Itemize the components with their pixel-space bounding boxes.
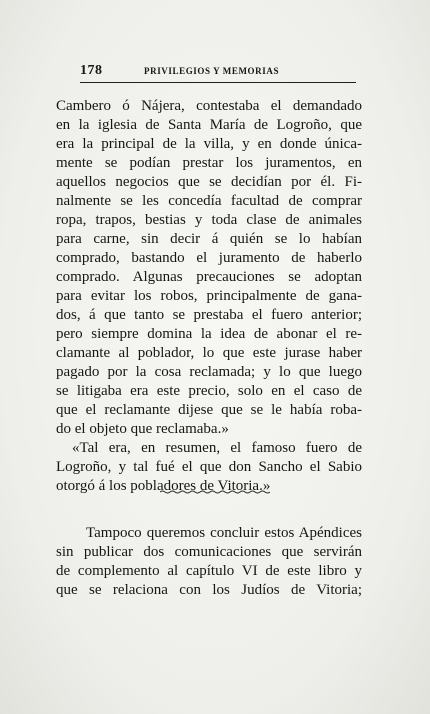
header-rule bbox=[80, 82, 356, 83]
text-line: para evitar los robos, principalmente de gana- bbox=[56, 288, 362, 304]
text-line: Cambero ó Nájera, contestaba el demandado bbox=[56, 98, 362, 114]
text-line: que el reclamante dijese que se le había roba- bbox=[56, 402, 362, 418]
text-line: clamante al poblador, lo que este jurase haber bbox=[56, 345, 362, 361]
text-line: para carne, sin decir á quién se lo habían bbox=[56, 231, 362, 247]
running-head: PRIVILEGIOS Y MEMORIAS bbox=[144, 66, 280, 76]
text-line: comprado, bastando el juramento de haberlo bbox=[56, 250, 362, 266]
text-line: do el objeto que reclamaba.» bbox=[56, 421, 229, 437]
text-line: pero siempre domina la idea de abonar el re- bbox=[56, 326, 362, 342]
text-line: Tampoco queremos concluir estos Apéndices bbox=[86, 525, 362, 541]
text-line: Logroño, y tal fué el que don Sancho el Sabio bbox=[56, 459, 362, 475]
text-line: mente se podían prestar los juramentos, en bbox=[56, 155, 362, 171]
text-line: de complemento al capítulo VI de este libro y bbox=[56, 563, 362, 579]
page-number: 178 bbox=[80, 63, 103, 78]
section-divider bbox=[160, 490, 270, 494]
text-line: pagado por la cosa reclamada; y lo que luego bbox=[56, 364, 362, 380]
text-line: era la principal de la villa, y en donde única- bbox=[56, 136, 362, 152]
page-header bbox=[80, 63, 355, 79]
text-line: ropa, trapos, bestias y toda clase de animales bbox=[56, 212, 362, 228]
text-line: otorgó á los pobladores de Vitoria.» bbox=[56, 478, 271, 494]
text-line: sin publicar dos comunicaciones que servirán bbox=[56, 544, 362, 560]
text-line: que se relaciona con los Judíos de Vitoria; bbox=[56, 582, 362, 598]
text-line: comprado. Algunas precauciones se adoptan bbox=[56, 269, 362, 285]
text-line: «Tal era, en resumen, el famoso fuero de bbox=[72, 440, 362, 456]
text-line: dos, á que tanto se prestaba el fuero anterior; bbox=[56, 307, 362, 323]
body-text-section-1 bbox=[56, 97, 362, 496]
body-text-section-2 bbox=[56, 524, 362, 600]
text-line: aquellos negocios que se decidían por él. Fi- bbox=[56, 174, 362, 190]
text-line: se litigaba era este precio, solo en el caso de bbox=[56, 383, 362, 399]
text-line: nalmente se les concedía facultad de comprar bbox=[56, 193, 362, 209]
text-line: en la iglesia de Santa María de Logroño, que bbox=[56, 117, 362, 133]
